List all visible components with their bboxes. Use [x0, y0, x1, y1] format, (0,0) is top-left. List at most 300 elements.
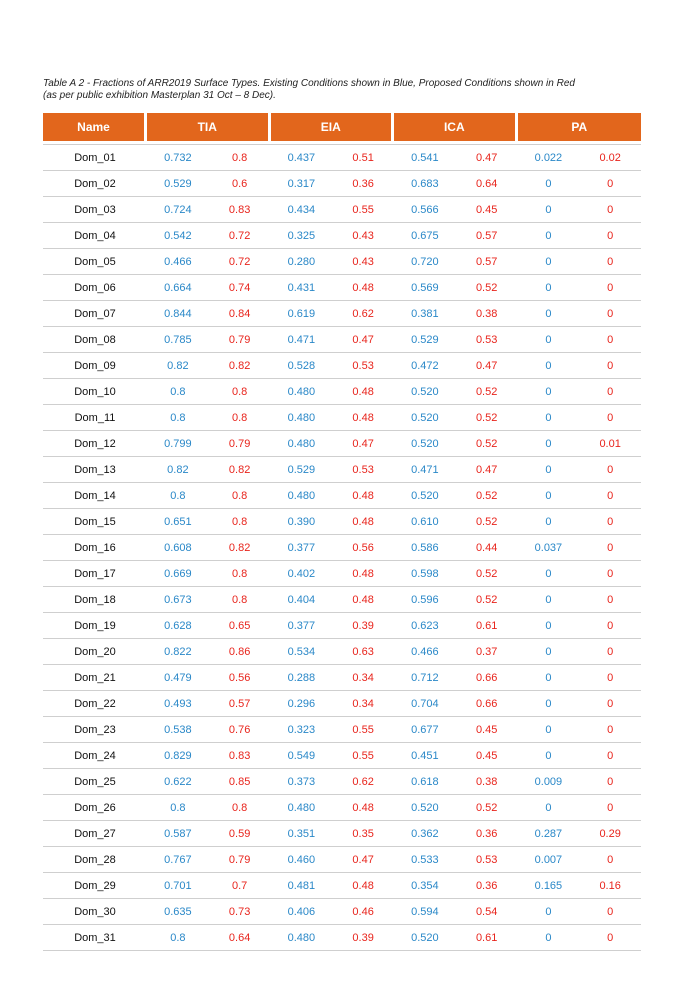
existing-value: 0.82 — [147, 457, 209, 483]
existing-value: 0.8 — [147, 379, 209, 405]
proposed-value: 0 — [579, 483, 641, 509]
proposed-value: 0 — [579, 743, 641, 769]
row-name: Dom_13 — [43, 457, 147, 483]
existing-value: 0 — [518, 353, 580, 379]
table-row — [43, 509, 641, 535]
existing-value: 0.480 — [271, 795, 333, 821]
caption-line-1: Table A 2 - Fractions of ARR2019 Surface Types. Existing Conditions shown in Blue, Proposed Conditions shown in Red — [43, 78, 575, 89]
existing-value: 0.406 — [271, 899, 333, 925]
proposed-value: 0.36 — [332, 171, 394, 197]
table-row — [43, 665, 641, 691]
existing-value: 0.767 — [147, 847, 209, 873]
table-row — [43, 171, 641, 197]
proposed-value: 0 — [579, 691, 641, 717]
existing-value: 0.618 — [394, 769, 456, 795]
proposed-value: 0.39 — [332, 925, 394, 951]
existing-value: 0.466 — [147, 249, 209, 275]
proposed-value: 0.62 — [332, 769, 394, 795]
proposed-value: 0 — [579, 301, 641, 327]
row-name: Dom_31 — [43, 925, 147, 951]
existing-value: 0.434 — [271, 197, 333, 223]
proposed-value: 0 — [579, 353, 641, 379]
existing-value: 0.619 — [271, 301, 333, 327]
existing-value: 0.8 — [147, 925, 209, 951]
proposed-value: 0.52 — [456, 561, 518, 587]
existing-value: 0.323 — [271, 717, 333, 743]
row-name: Dom_25 — [43, 769, 147, 795]
existing-value: 0 — [518, 379, 580, 405]
existing-value: 0.669 — [147, 561, 209, 587]
row-name: Dom_12 — [43, 431, 147, 457]
proposed-value: 0.84 — [209, 301, 271, 327]
existing-value: 0 — [518, 613, 580, 639]
proposed-value: 0.83 — [209, 197, 271, 223]
table-row — [43, 743, 641, 769]
row-name: Dom_23 — [43, 717, 147, 743]
table-row — [43, 925, 641, 951]
existing-value: 0.628 — [147, 613, 209, 639]
proposed-value: 0.43 — [332, 223, 394, 249]
proposed-value: 0.16 — [579, 873, 641, 899]
existing-value: 0.481 — [271, 873, 333, 899]
existing-value: 0.404 — [271, 587, 333, 613]
table-row — [43, 873, 641, 899]
proposed-value: 0.63 — [332, 639, 394, 665]
existing-value: 0.829 — [147, 743, 209, 769]
row-name: Dom_26 — [43, 795, 147, 821]
proposed-value: 0.52 — [456, 431, 518, 457]
existing-value: 0.520 — [394, 379, 456, 405]
existing-value: 0 — [518, 405, 580, 431]
existing-value: 0.351 — [271, 821, 333, 847]
existing-value: 0.529 — [271, 457, 333, 483]
proposed-value: 0.57 — [456, 223, 518, 249]
proposed-value: 0.56 — [209, 665, 271, 691]
proposed-value: 0 — [579, 639, 641, 665]
existing-value: 0.528 — [271, 353, 333, 379]
existing-value: 0 — [518, 249, 580, 275]
existing-value: 0.520 — [394, 925, 456, 951]
proposed-value: 0.55 — [332, 717, 394, 743]
existing-value: 0.466 — [394, 639, 456, 665]
existing-value: 0.317 — [271, 171, 333, 197]
proposed-value: 0 — [579, 379, 641, 405]
table-row — [43, 379, 641, 405]
existing-value: 0.610 — [394, 509, 456, 535]
proposed-value: 0.48 — [332, 509, 394, 535]
existing-value: 0.009 — [518, 769, 580, 795]
row-name: Dom_17 — [43, 561, 147, 587]
proposed-value: 0.79 — [209, 847, 271, 873]
proposed-value: 0.48 — [332, 587, 394, 613]
row-name: Dom_09 — [43, 353, 147, 379]
proposed-value: 0.83 — [209, 743, 271, 769]
proposed-value: 0.61 — [456, 925, 518, 951]
proposed-value: 0.52 — [456, 795, 518, 821]
existing-value: 0.704 — [394, 691, 456, 717]
existing-value: 0.480 — [271, 405, 333, 431]
row-name: Dom_29 — [43, 873, 147, 899]
existing-value: 0.822 — [147, 639, 209, 665]
proposed-value: 0.8 — [209, 483, 271, 509]
proposed-value: 0.51 — [332, 145, 394, 171]
row-name: Dom_24 — [43, 743, 147, 769]
proposed-value: 0.47 — [456, 353, 518, 379]
existing-value: 0 — [518, 925, 580, 951]
row-name: Dom_04 — [43, 223, 147, 249]
existing-value: 0.288 — [271, 665, 333, 691]
existing-value: 0.608 — [147, 535, 209, 561]
existing-value: 0.785 — [147, 327, 209, 353]
proposed-value: 0.02 — [579, 145, 641, 171]
proposed-value: 0.59 — [209, 821, 271, 847]
existing-value: 0.799 — [147, 431, 209, 457]
proposed-value: 0.6 — [209, 171, 271, 197]
header-pa: PA — [518, 113, 642, 141]
proposed-value: 0.48 — [332, 483, 394, 509]
existing-value: 0.651 — [147, 509, 209, 535]
proposed-value: 0 — [579, 613, 641, 639]
proposed-value: 0.8 — [209, 145, 271, 171]
existing-value: 0.664 — [147, 275, 209, 301]
table-row — [43, 795, 641, 821]
table-row — [43, 717, 641, 743]
existing-value: 0.677 — [394, 717, 456, 743]
existing-value: 0.493 — [147, 691, 209, 717]
existing-value: 0.596 — [394, 587, 456, 613]
table-row — [43, 613, 641, 639]
proposed-value: 0.66 — [456, 665, 518, 691]
proposed-value: 0 — [579, 561, 641, 587]
proposed-value: 0.36 — [456, 873, 518, 899]
existing-value: 0.8 — [147, 483, 209, 509]
existing-value: 0.037 — [518, 535, 580, 561]
row-name: Dom_11 — [43, 405, 147, 431]
proposed-value: 0.61 — [456, 613, 518, 639]
row-name: Dom_28 — [43, 847, 147, 873]
existing-value: 0.480 — [271, 483, 333, 509]
proposed-value: 0.45 — [456, 743, 518, 769]
row-name: Dom_07 — [43, 301, 147, 327]
proposed-value: 0 — [579, 925, 641, 951]
existing-value: 0.542 — [147, 223, 209, 249]
proposed-value: 0.52 — [456, 405, 518, 431]
existing-value: 0.520 — [394, 483, 456, 509]
proposed-value: 0.57 — [209, 691, 271, 717]
existing-value: 0.720 — [394, 249, 456, 275]
existing-value: 0.022 — [518, 145, 580, 171]
table-row — [43, 457, 641, 483]
proposed-value: 0.55 — [332, 743, 394, 769]
table-row — [43, 197, 641, 223]
proposed-value: 0.65 — [209, 613, 271, 639]
proposed-value: 0 — [579, 769, 641, 795]
existing-value: 0 — [518, 639, 580, 665]
existing-value: 0.534 — [271, 639, 333, 665]
row-name: Dom_18 — [43, 587, 147, 613]
existing-value: 0.431 — [271, 275, 333, 301]
proposed-value: 0.48 — [332, 795, 394, 821]
proposed-value: 0.34 — [332, 691, 394, 717]
existing-value: 0.354 — [394, 873, 456, 899]
table-row — [43, 561, 641, 587]
existing-value: 0 — [518, 327, 580, 353]
proposed-value: 0 — [579, 275, 641, 301]
existing-value: 0.437 — [271, 145, 333, 171]
existing-value: 0 — [518, 223, 580, 249]
existing-value: 0.402 — [271, 561, 333, 587]
proposed-value: 0.36 — [456, 821, 518, 847]
existing-value: 0.377 — [271, 613, 333, 639]
proposed-value: 0 — [579, 847, 641, 873]
existing-value: 0.587 — [147, 821, 209, 847]
existing-value: 0.541 — [394, 145, 456, 171]
table-row — [43, 431, 641, 457]
row-name: Dom_22 — [43, 691, 147, 717]
existing-value: 0.623 — [394, 613, 456, 639]
header-row — [43, 113, 641, 141]
proposed-value: 0.56 — [332, 535, 394, 561]
proposed-value: 0.47 — [456, 145, 518, 171]
proposed-value: 0.52 — [456, 379, 518, 405]
existing-value: 0.82 — [147, 353, 209, 379]
proposed-value: 0.53 — [456, 327, 518, 353]
proposed-value: 0.74 — [209, 275, 271, 301]
existing-value: 0.479 — [147, 665, 209, 691]
header-name: Name — [43, 113, 147, 141]
proposed-value: 0.48 — [332, 405, 394, 431]
proposed-value: 0.7 — [209, 873, 271, 899]
existing-value: 0.472 — [394, 353, 456, 379]
proposed-value: 0.66 — [456, 691, 518, 717]
existing-value: 0.381 — [394, 301, 456, 327]
existing-value: 0.569 — [394, 275, 456, 301]
table-row — [43, 821, 641, 847]
table-row — [43, 535, 641, 561]
table-row — [43, 327, 641, 353]
existing-value: 0.732 — [147, 145, 209, 171]
existing-value: 0.520 — [394, 795, 456, 821]
existing-value: 0.296 — [271, 691, 333, 717]
table-row — [43, 145, 641, 171]
proposed-value: 0.57 — [456, 249, 518, 275]
row-name: Dom_10 — [43, 379, 147, 405]
existing-value: 0.586 — [394, 535, 456, 561]
proposed-value: 0.8 — [209, 587, 271, 613]
table-row — [43, 639, 641, 665]
row-name: Dom_21 — [43, 665, 147, 691]
existing-value: 0 — [518, 457, 580, 483]
proposed-value: 0.39 — [332, 613, 394, 639]
proposed-value: 0.47 — [332, 431, 394, 457]
proposed-value: 0 — [579, 457, 641, 483]
row-name: Dom_30 — [43, 899, 147, 925]
table-row — [43, 483, 641, 509]
row-name: Dom_02 — [43, 171, 147, 197]
proposed-value: 0.53 — [456, 847, 518, 873]
existing-value: 0.549 — [271, 743, 333, 769]
proposed-value: 0.29 — [579, 821, 641, 847]
existing-value: 0 — [518, 717, 580, 743]
existing-value: 0.529 — [147, 171, 209, 197]
table-row — [43, 275, 641, 301]
row-name: Dom_01 — [43, 145, 147, 171]
proposed-value: 0.35 — [332, 821, 394, 847]
proposed-value: 0.34 — [332, 665, 394, 691]
proposed-value: 0.46 — [332, 899, 394, 925]
existing-value: 0.280 — [271, 249, 333, 275]
table-row — [43, 847, 641, 873]
existing-value: 0.471 — [394, 457, 456, 483]
proposed-value: 0 — [579, 899, 641, 925]
row-name: Dom_15 — [43, 509, 147, 535]
proposed-value: 0.48 — [332, 873, 394, 899]
existing-value: 0 — [518, 275, 580, 301]
proposed-value: 0.64 — [456, 171, 518, 197]
existing-value: 0 — [518, 171, 580, 197]
proposed-value: 0.52 — [456, 275, 518, 301]
table-row — [43, 587, 641, 613]
proposed-value: 0.38 — [456, 301, 518, 327]
existing-value: 0.165 — [518, 873, 580, 899]
row-name: Dom_03 — [43, 197, 147, 223]
existing-value: 0.724 — [147, 197, 209, 223]
existing-value: 0.566 — [394, 197, 456, 223]
existing-value: 0.538 — [147, 717, 209, 743]
proposed-value: 0.52 — [456, 587, 518, 613]
table-row — [43, 691, 641, 717]
proposed-value: 0 — [579, 509, 641, 535]
row-name: Dom_16 — [43, 535, 147, 561]
existing-value: 0.8 — [147, 795, 209, 821]
existing-value: 0.533 — [394, 847, 456, 873]
proposed-value: 0.47 — [456, 457, 518, 483]
row-name: Dom_19 — [43, 613, 147, 639]
proposed-value: 0.86 — [209, 639, 271, 665]
existing-value: 0.8 — [147, 405, 209, 431]
existing-value: 0.480 — [271, 925, 333, 951]
proposed-value: 0.8 — [209, 405, 271, 431]
table-row — [43, 249, 641, 275]
existing-value: 0.451 — [394, 743, 456, 769]
existing-value: 0.712 — [394, 665, 456, 691]
proposed-value: 0.44 — [456, 535, 518, 561]
proposed-value: 0.37 — [456, 639, 518, 665]
proposed-value: 0.48 — [332, 275, 394, 301]
proposed-value: 0 — [579, 405, 641, 431]
proposed-value: 0.82 — [209, 535, 271, 561]
proposed-value: 0.43 — [332, 249, 394, 275]
surface-fractions-table — [43, 113, 641, 951]
proposed-value: 0.45 — [456, 197, 518, 223]
existing-value: 0 — [518, 665, 580, 691]
proposed-value: 0.79 — [209, 431, 271, 457]
table-row — [43, 405, 641, 431]
existing-value: 0 — [518, 691, 580, 717]
proposed-value: 0.54 — [456, 899, 518, 925]
row-name: Dom_20 — [43, 639, 147, 665]
proposed-value: 0 — [579, 171, 641, 197]
existing-value: 0 — [518, 743, 580, 769]
header-eia: EIA — [271, 113, 395, 141]
caption-line-2: (as per public exhibition Masterplan 31 Oct – 8 Dec). — [43, 90, 276, 101]
proposed-value: 0.01 — [579, 431, 641, 457]
existing-value: 0.480 — [271, 431, 333, 457]
existing-value: 0.622 — [147, 769, 209, 795]
proposed-value: 0 — [579, 327, 641, 353]
proposed-value: 0.52 — [456, 509, 518, 535]
proposed-value: 0.53 — [332, 457, 394, 483]
header-tia: TIA — [147, 113, 271, 141]
existing-value: 0.007 — [518, 847, 580, 873]
existing-value: 0 — [518, 561, 580, 587]
row-name: Dom_06 — [43, 275, 147, 301]
table-row — [43, 769, 641, 795]
proposed-value: 0 — [579, 249, 641, 275]
proposed-value: 0.85 — [209, 769, 271, 795]
existing-value: 0.673 — [147, 587, 209, 613]
existing-value: 0.377 — [271, 535, 333, 561]
proposed-value: 0.72 — [209, 249, 271, 275]
proposed-value: 0.53 — [332, 353, 394, 379]
proposed-value: 0 — [579, 717, 641, 743]
proposed-value: 0 — [579, 587, 641, 613]
existing-value: 0.362 — [394, 821, 456, 847]
existing-value: 0.460 — [271, 847, 333, 873]
proposed-value: 0.73 — [209, 899, 271, 925]
proposed-value: 0.47 — [332, 327, 394, 353]
proposed-value: 0 — [579, 535, 641, 561]
existing-value: 0.520 — [394, 431, 456, 457]
table-row — [43, 353, 641, 379]
proposed-value: 0.62 — [332, 301, 394, 327]
row-name: Dom_27 — [43, 821, 147, 847]
proposed-value: 0.76 — [209, 717, 271, 743]
row-name: Dom_08 — [43, 327, 147, 353]
existing-value: 0 — [518, 431, 580, 457]
proposed-value: 0.55 — [332, 197, 394, 223]
existing-value: 0.675 — [394, 223, 456, 249]
existing-value: 0 — [518, 301, 580, 327]
proposed-value: 0 — [579, 795, 641, 821]
existing-value: 0.598 — [394, 561, 456, 587]
existing-value: 0 — [518, 795, 580, 821]
existing-value: 0.325 — [271, 223, 333, 249]
proposed-value: 0.82 — [209, 353, 271, 379]
existing-value: 0 — [518, 483, 580, 509]
proposed-value: 0.38 — [456, 769, 518, 795]
proposed-value: 0.45 — [456, 717, 518, 743]
existing-value: 0.529 — [394, 327, 456, 353]
existing-value: 0.701 — [147, 873, 209, 899]
row-name: Dom_14 — [43, 483, 147, 509]
existing-value: 0.683 — [394, 171, 456, 197]
proposed-value: 0 — [579, 665, 641, 691]
proposed-value: 0.8 — [209, 379, 271, 405]
existing-value: 0.594 — [394, 899, 456, 925]
table-row — [43, 223, 641, 249]
row-name: Dom_05 — [43, 249, 147, 275]
existing-value: 0.373 — [271, 769, 333, 795]
existing-value: 0.471 — [271, 327, 333, 353]
table-row — [43, 899, 641, 925]
proposed-value: 0.82 — [209, 457, 271, 483]
existing-value: 0.635 — [147, 899, 209, 925]
table-caption — [43, 78, 643, 102]
header-ica: ICA — [394, 113, 518, 141]
existing-value: 0.520 — [394, 405, 456, 431]
existing-value: 0 — [518, 587, 580, 613]
